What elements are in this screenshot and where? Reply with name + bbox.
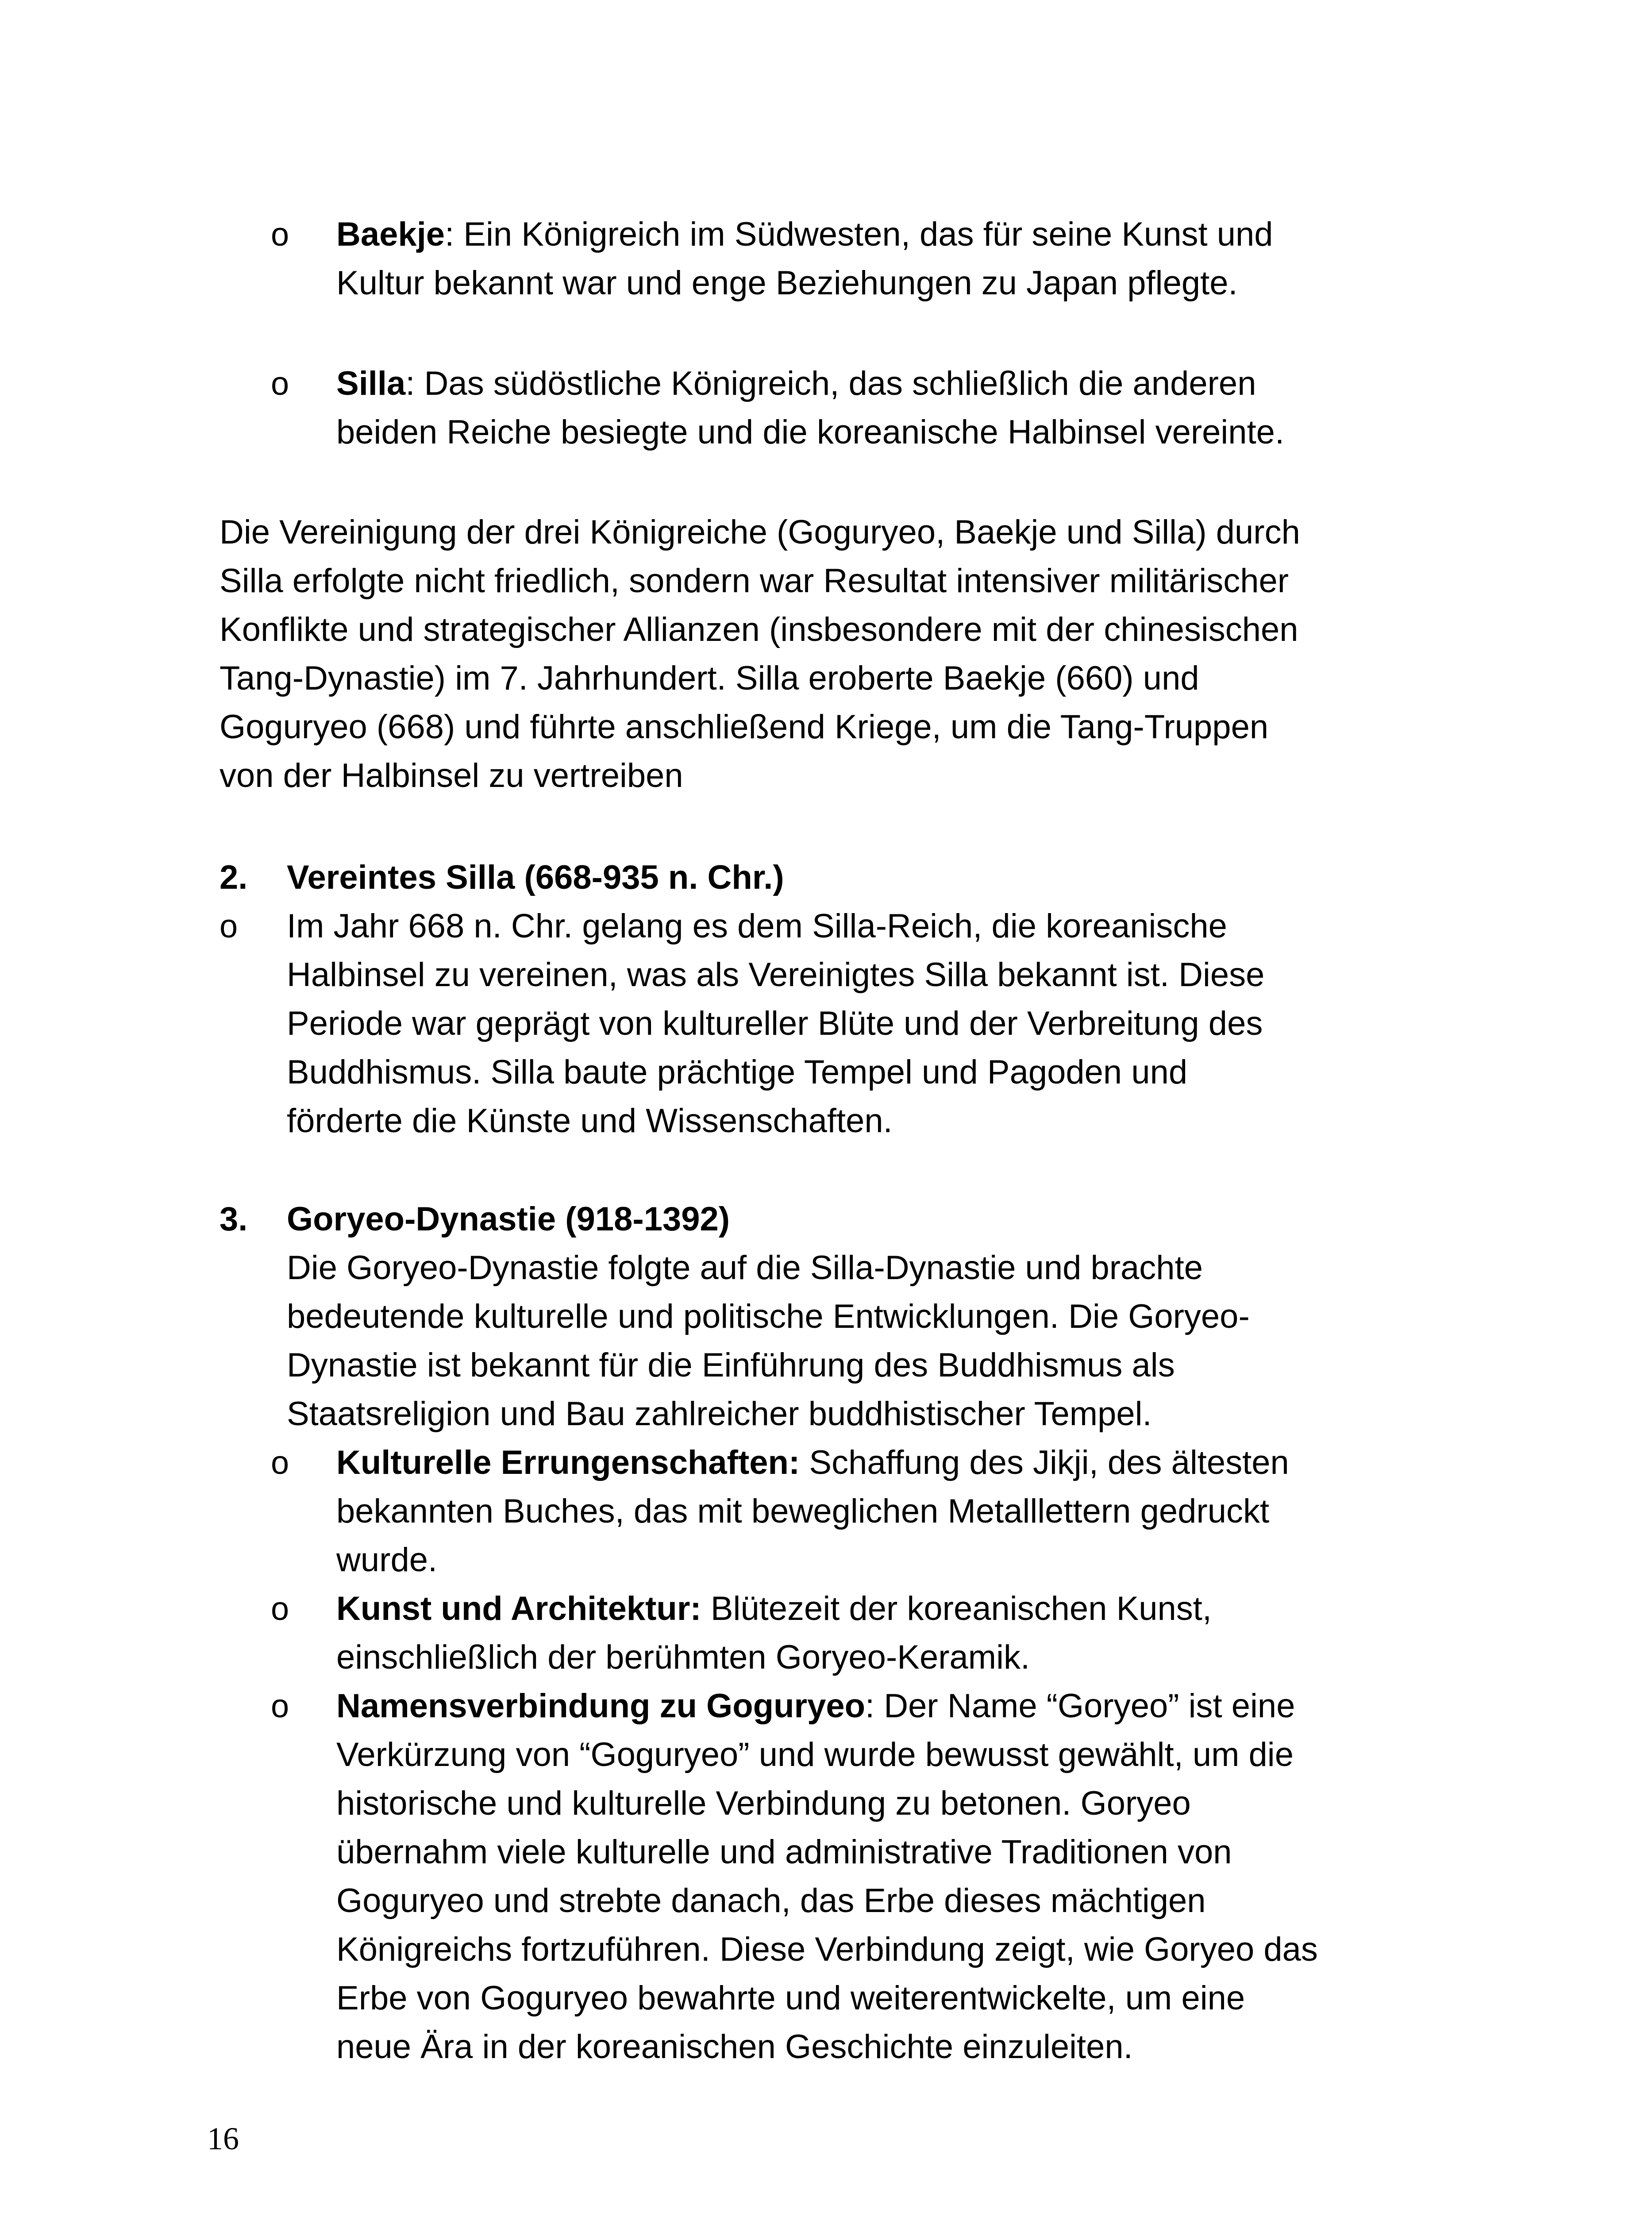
paragraph-line: Konflikte und strategischer Allianzen (insbesondere mit der chinesischen xyxy=(219,611,1298,648)
section-2-line: Buddhismus. Silla baute prächtige Tempel und Pagoden und xyxy=(287,1053,1188,1091)
cultural-line-1 xyxy=(336,1438,1289,1487)
bullet-marker: o xyxy=(271,1444,289,1481)
name-line: Verkürzung von “Goguryeo” und wurde bewusst gewählt, um die xyxy=(336,1736,1294,1773)
section-3-intro-line: bedeutende kulturelle und politische Entwicklungen. Die Goryeo- xyxy=(287,1298,1250,1335)
name-line: Erbe von Goguryeo bewahrte und weiterentwickelte, um eine xyxy=(336,1979,1245,2017)
name-line-1 xyxy=(336,1682,1295,1731)
bullet-marker: o xyxy=(271,1590,289,1627)
baekje-line-1 xyxy=(336,210,1273,259)
section-2-line: Periode war geprägt von kultureller Blüte und der Verbreitung des xyxy=(287,1005,1263,1042)
section-2-line: förderte die Künste und Wissenschaften. xyxy=(287,1102,893,1140)
name-line: neue Ära in der koreanischen Geschichte einzuleiten. xyxy=(336,2028,1133,2066)
baekje-text: : Ein Königreich im Südwesten, das für seine Kunst und xyxy=(445,216,1273,253)
silla-term: Silla xyxy=(336,365,406,402)
paragraph-line: Silla erfolgte nicht friedlich, sondern war Resultat intensiver militärischer xyxy=(219,562,1289,600)
section-3-heading: Goryeo-Dynastie (918-1392) xyxy=(287,1200,730,1238)
name-line: historische und kulturelle Verbindung zu betonen. Goryeo xyxy=(336,1785,1191,1822)
bullet-marker: o xyxy=(219,908,238,945)
cultural-text: Schaffung des Jikji, des ältesten xyxy=(800,1444,1289,1481)
section-2-number: 2. xyxy=(219,859,248,896)
paragraph-line: Die Vereinigung der drei Königreiche (Goguryeo, Baekje und Silla) durch xyxy=(219,513,1300,551)
section-3-number: 3. xyxy=(219,1200,248,1238)
baekje-line-2: Kultur bekannt war und enge Beziehungen zu Japan pflegte. xyxy=(336,264,1238,302)
baekje-term: Baekje xyxy=(336,216,445,253)
art-line-1 xyxy=(336,1585,1212,1633)
paragraph-line: Goguryeo (668) und führte anschließend Kriege, um die Tang-Truppen xyxy=(219,708,1269,746)
cultural-term: Kulturelle Errungenschaften: xyxy=(336,1444,800,1481)
paragraph-line: von der Halbinsel zu vertreiben xyxy=(219,757,683,794)
silla-line-2: beiden Reiche besiegte und die koreanische Halbinsel vereinte. xyxy=(336,413,1285,451)
section-2-line: Im Jahr 668 n. Chr. gelang es dem Silla-Reich, die koreanische xyxy=(287,907,1227,945)
paragraph-line: Tang-Dynastie) im 7. Jahrhundert. Silla eroberte Baekje (660) und xyxy=(219,659,1199,697)
section-3-intro-line: Die Goryeo-Dynastie folgte auf die Silla-Dynastie und brachte xyxy=(287,1249,1203,1287)
bullet-marker: o xyxy=(271,1688,289,1724)
silla-line-1 xyxy=(336,359,1256,408)
name-line: übernahm viele kulturelle und administrative Traditionen von xyxy=(336,1833,1232,1871)
name-term: Namensverbindung zu Goguryeo xyxy=(336,1687,866,1725)
silla-text: : Das südöstliche Königreich, das schließlich die anderen xyxy=(405,365,1256,402)
section-3-intro-line: Staatsreligion und Bau zahlreicher buddhistischer Tempel. xyxy=(287,1395,1152,1433)
art-text: Blütezeit der koreanischen Kunst, xyxy=(701,1590,1212,1627)
name-line: Goguryeo und strebte danach, das Erbe dieses mächtigen xyxy=(336,1882,1206,1920)
bullet-marker: o xyxy=(271,216,289,253)
bullet-marker: o xyxy=(271,365,289,402)
cultural-line-3: wurde. xyxy=(336,1541,438,1579)
cultural-line-2: bekannten Buches, das mit beweglichen Metalllettern gedruckt xyxy=(336,1492,1270,1530)
name-text: : Der Name “Goryeo” ist eine xyxy=(865,1687,1295,1725)
section-3-intro-line: Dynastie ist bekannt für die Einführung des Buddhismus als xyxy=(287,1346,1175,1384)
art-term: Kunst und Architektur: xyxy=(336,1590,701,1627)
section-2-heading: Vereintes Silla (668-935 n. Chr.) xyxy=(287,859,784,896)
name-line: Königreichs fortzuführen. Diese Verbindung zeigt, wie Goryeo das xyxy=(336,1931,1318,1968)
art-line-2: einschließlich der berühmten Goryeo-Keramik. xyxy=(336,1639,1030,1676)
section-2-line: Halbinsel zu vereinen, was als Vereinigtes Silla bekannt ist. Diese xyxy=(287,956,1265,994)
page-number: 16 xyxy=(207,2121,239,2156)
